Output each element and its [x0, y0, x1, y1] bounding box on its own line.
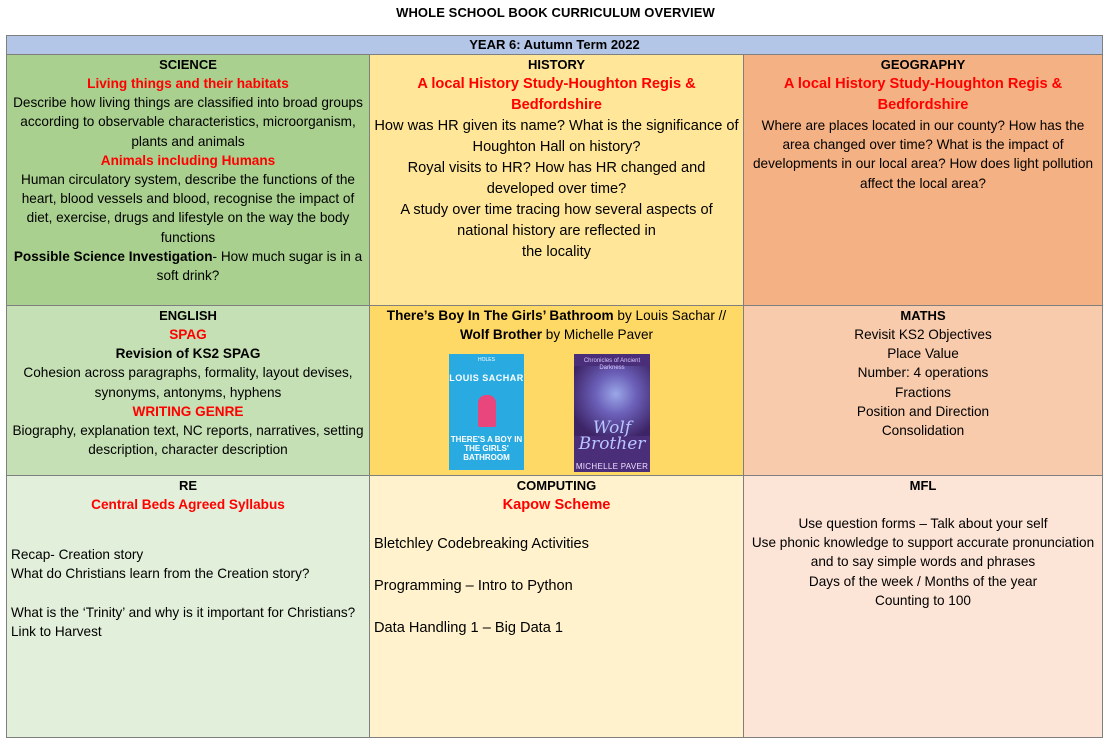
english-cell: [7, 306, 370, 476]
re-heading: RE: [178, 478, 198, 493]
computing-cell: [370, 476, 744, 737]
book2-title: Wolf Brother: [459, 327, 542, 343]
cover2-title: Wolf Brother: [578, 418, 646, 455]
maths-item: Consolidation: [881, 423, 965, 439]
books-cell: [370, 306, 744, 476]
book1-author: by Louis Sachar //: [613, 308, 727, 323]
english-subheading: Revision of KS2 SPAG: [115, 346, 261, 362]
curriculum-grid: [6, 35, 1103, 738]
english-topic-writing: WRITING GENRE: [132, 403, 244, 419]
maths-item: Fractions: [895, 384, 951, 400]
computing-heading: COMPUTING: [516, 478, 597, 493]
document-title: WHOLE SCHOOL BOOK CURRICULUM OVERVIEW: [396, 5, 715, 20]
computing-item: Programming – Intro to Python: [374, 578, 573, 594]
computing-item: Data Handling 1 – Big Data 1: [374, 620, 564, 636]
wolf-brother-cover: [574, 354, 650, 472]
boy-in-girls-bathroom-cover: [449, 354, 524, 470]
mfl-line-4: Counting to 100: [875, 592, 971, 608]
cover1-top-text: HOLES: [478, 357, 495, 364]
term-header: YEAR 6: Autumn Term 2022: [7, 36, 1102, 55]
geography-topic: A local History Study-Houghton Regis & Bedfordshire: [783, 76, 1063, 113]
re-line-2: What do Christians learn from the Creation story?: [11, 566, 310, 582]
history-topic: A local History Study-Houghton Regis & Bedfordshire: [417, 76, 696, 113]
maths-item: Number: 4 operations: [857, 365, 989, 381]
maths-cell: [744, 306, 1102, 476]
cover1-figure-icon: [478, 395, 496, 427]
geography-heading: GEOGRAPHY: [880, 57, 966, 72]
computing-topic: Kapow Scheme: [502, 497, 611, 513]
history-text-2: Royal visits to HR? How has HR changed and developed over time?: [407, 160, 706, 197]
history-heading: HISTORY: [527, 57, 586, 72]
mfl-line-1: Use question forms – Talk about your self: [798, 516, 1048, 531]
mfl-heading: MFL: [909, 478, 937, 493]
science-investigation: [11, 247, 365, 285]
english-topic-spag: SPAG: [169, 327, 207, 342]
book2-author: by Michelle Paver: [542, 327, 654, 343]
science-topic-humans: Animals including Humans: [100, 152, 276, 168]
english-writing-text: Biography, explanation text, NC reports, narratives, setting description, character description: [12, 423, 364, 458]
history-cell: [370, 55, 744, 306]
history-text-4: the locality: [522, 244, 591, 260]
maths-heading: MATHS: [900, 308, 946, 323]
history-text-3: A study over time tracing how several aspects of national history are reflected in: [400, 202, 713, 239]
book1-title: There’s Boy In The Girls’ Bathroom: [386, 308, 614, 323]
geography-text: Where are places located in our county? How has the area changed over time? What is the impact of developments in our local area? How does light pollution affect the local area?: [752, 118, 1094, 191]
cover2-author: MICHELLE PAVER: [575, 462, 649, 472]
cover1-author: LOUIS SACHAR: [449, 373, 524, 384]
english-spag-text: Cohesion across paragraphs, formality, layout devises, synonyms, antonyms, hyphens: [23, 365, 353, 400]
book-covers: [374, 354, 739, 474]
re-topic: Central Beds Agreed Syllabus: [91, 497, 285, 512]
geography-cell: [744, 55, 1102, 306]
science-heading: SCIENCE: [159, 57, 217, 72]
science-investigation-text: - How much sugar is in a soft drink?: [156, 248, 363, 284]
science-humans-text: Human circulatory system, describe the functions of the heart, blood vessels and blood, recognise the impact of diet, exercise, drugs and lifestyle on the way the body functions: [21, 172, 355, 245]
maths-item: Position and Direction: [856, 403, 990, 419]
maths-item: Place Value: [887, 346, 959, 362]
books-line: [374, 306, 739, 325]
re-line-3: What is the ‘Trinity’ and why is it important for Christians? Link to Harvest: [11, 604, 356, 639]
computing-item: Bletchley Codebreaking Activities: [374, 536, 589, 552]
maths-item: Revisit KS2 Objectives: [854, 327, 992, 342]
mfl-cell: [744, 476, 1102, 737]
science-investigation-label: Possible Science Investigation: [13, 248, 213, 264]
mfl-line-3: Days of the week / Months of the year: [808, 573, 1038, 589]
re-line-1: Recap- Creation story: [11, 547, 144, 563]
mfl-line-2: Use phonic knowledge to support accurate pronunciation and to say simple words and phrases: [751, 535, 1095, 570]
cover1-title: THERE'S A BOY IN THE GIRLS' BATHROOM: [450, 434, 523, 462]
science-habitats-text: Describe how living things are classified into broad groups according to observable characteristics, microorganism, plants and animals: [13, 95, 363, 149]
science-topic-habitats: Living things and their habitats: [87, 76, 289, 91]
books-line-2: [374, 325, 739, 344]
english-heading: ENGLISH: [159, 308, 217, 323]
science-cell: [7, 55, 370, 306]
re-cell: [7, 476, 370, 737]
history-text-1: How was HR given its name? What is the significance of Houghton Hall on history?: [374, 118, 739, 155]
cover2-top-text: Chronicles of Ancient Darkness: [583, 358, 641, 372]
